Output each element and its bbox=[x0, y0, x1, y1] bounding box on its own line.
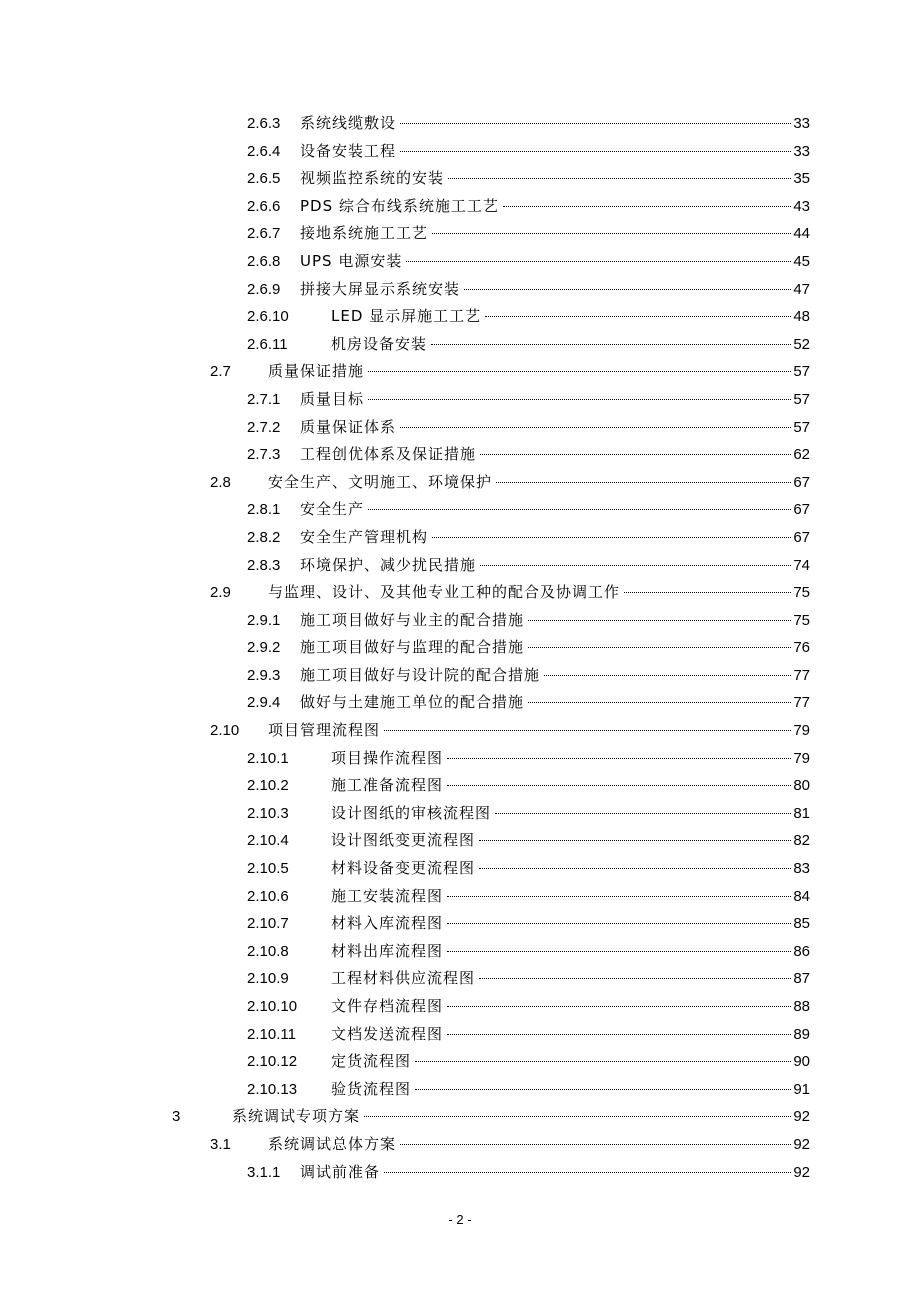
toc-entry-title: 质量保证措施 bbox=[268, 362, 365, 381]
toc-entry-number: 2.6.8 bbox=[247, 252, 281, 270]
toc-entry-page: 91 bbox=[793, 1080, 810, 1098]
toc-entry-title: 文件存档流程图 bbox=[331, 997, 444, 1015]
toc-entry-page: 92 bbox=[793, 1135, 810, 1153]
toc-entry-number: 2.9.3 bbox=[247, 666, 281, 684]
toc-entry-title: 定货流程图 bbox=[331, 1052, 412, 1071]
toc-entry-title: 验货流程图 bbox=[331, 1079, 412, 1098]
toc-leader-dots bbox=[364, 1116, 791, 1117]
toc-entry[interactable] bbox=[0, 1076, 920, 1104]
toc-entry-number: 2.10.7 bbox=[247, 915, 289, 933]
toc-leader-dots bbox=[480, 565, 791, 566]
toc-entry-title: 工程创优体系及保证措施 bbox=[300, 445, 477, 464]
toc-entry-page: 85 bbox=[793, 915, 810, 933]
toc-entry-number: 2.10.10 bbox=[247, 998, 298, 1015]
toc-entry[interactable] bbox=[0, 579, 920, 607]
toc-entry-number: 2.10.11 bbox=[247, 1025, 296, 1043]
toc-entry-number: 2.10.8 bbox=[247, 942, 289, 960]
toc-leader-dots bbox=[495, 813, 791, 814]
toc-entry-page: 75 bbox=[793, 611, 810, 629]
toc-entry[interactable] bbox=[0, 772, 920, 800]
toc-leader-dots bbox=[447, 951, 791, 952]
toc-leader-dots bbox=[368, 509, 791, 510]
toc-entry-title: 施工安装流程图 bbox=[331, 886, 444, 905]
toc-leader-dots bbox=[432, 233, 791, 234]
toc-entry-page: 62 bbox=[793, 446, 810, 464]
toc-entry-title: 与监理、设计、及其他专业工种的配合及协调工作 bbox=[268, 583, 621, 602]
toc-entry-title: 项目管理流程图 bbox=[268, 721, 381, 740]
toc-leader-dots bbox=[415, 1089, 791, 1090]
toc-entry-number: 2.7.1 bbox=[247, 390, 281, 408]
toc-entry-page: 57 bbox=[793, 363, 810, 381]
toc-leader-dots bbox=[432, 537, 791, 538]
toc-entry-title: 设计图纸变更流程图 bbox=[331, 831, 476, 850]
toc-entry[interactable] bbox=[0, 248, 920, 276]
toc-leader-dots bbox=[384, 1172, 791, 1173]
toc-entry[interactable] bbox=[0, 496, 920, 524]
toc-entry[interactable] bbox=[0, 552, 920, 580]
toc-entry-number: 2.10.13 bbox=[247, 1080, 298, 1098]
toc-entry-page: 33 bbox=[793, 142, 810, 160]
toc-leader-dots bbox=[447, 896, 791, 897]
toc-entry-page: 75 bbox=[793, 584, 810, 602]
toc-entry[interactable] bbox=[0, 910, 920, 938]
toc-entry-title: 接地系统施工工艺 bbox=[300, 224, 429, 243]
toc-entry-number: 2.6.9 bbox=[247, 280, 281, 298]
toc-entry-page: 82 bbox=[793, 832, 810, 850]
toc-leader-dots bbox=[447, 785, 791, 786]
toc-entry-number: 2.10.12 bbox=[247, 1053, 298, 1071]
toc-leader-dots bbox=[431, 344, 791, 345]
toc-entry[interactable] bbox=[0, 993, 920, 1021]
toc-entry-number: 2.6.4 bbox=[247, 142, 281, 160]
toc-entry-page: 67 bbox=[793, 473, 810, 491]
toc-entry-page: 92 bbox=[793, 1163, 810, 1181]
toc-entry-title: PDS 综合布线系统施工工艺 bbox=[300, 196, 499, 215]
toc-leader-dots bbox=[447, 1034, 791, 1035]
toc-entry[interactable] bbox=[0, 634, 920, 662]
toc-entry-page: 57 bbox=[793, 418, 810, 436]
toc-leader-dots bbox=[447, 923, 791, 924]
toc-entry-title: 系统线缆敷设 bbox=[300, 114, 397, 132]
toc-entry-number: 2.10.4 bbox=[247, 832, 289, 850]
toc-entry-title: 质量目标 bbox=[300, 389, 365, 408]
toc-entry-page: 33 bbox=[793, 115, 810, 132]
toc-entry-page: 87 bbox=[793, 970, 810, 988]
toc-entry-page: 81 bbox=[793, 804, 810, 822]
toc-entry-number: 3.1 bbox=[210, 1135, 231, 1153]
toc-entry[interactable] bbox=[0, 607, 920, 635]
toc-entry-page: 79 bbox=[793, 749, 810, 767]
toc-leader-dots bbox=[479, 868, 791, 869]
page-number: - 2 - bbox=[448, 1212, 472, 1227]
toc-entry-page: 45 bbox=[793, 252, 810, 270]
toc-entry-page: 52 bbox=[793, 335, 810, 353]
toc-entry-number: 2.6.6 bbox=[247, 197, 281, 215]
toc-entry-title: 材料入库流程图 bbox=[331, 914, 444, 933]
toc-entry[interactable] bbox=[0, 717, 920, 745]
toc-entry-title: 做好与土建施工单位的配合措施 bbox=[300, 693, 525, 712]
toc-entry-number: 3.1.1 bbox=[247, 1163, 281, 1181]
toc-leader-dots bbox=[384, 730, 791, 731]
toc-entry-page: 43 bbox=[793, 197, 810, 215]
toc-entry[interactable] bbox=[0, 1131, 920, 1159]
toc-entry-title: 安全生产 bbox=[300, 500, 365, 519]
toc-entry-title: 材料设备变更流程图 bbox=[331, 859, 476, 878]
toc-leader-dots bbox=[496, 482, 791, 483]
toc-leader-dots bbox=[447, 758, 791, 759]
toc-entry[interactable] bbox=[0, 220, 920, 248]
toc-leader-dots bbox=[368, 371, 791, 372]
toc-entry-page: 88 bbox=[793, 998, 810, 1015]
toc-entry-page: 84 bbox=[793, 887, 810, 905]
toc-leader-dots bbox=[406, 261, 791, 262]
toc-leader-dots bbox=[400, 427, 791, 428]
toc-entry-title: 系统调试专项方案 bbox=[232, 1107, 361, 1126]
toc-entry[interactable] bbox=[0, 662, 920, 690]
toc-leader-dots bbox=[415, 1061, 791, 1062]
toc-entry-title: LED 显示屏施工工艺 bbox=[331, 307, 482, 326]
toc-entry-number: 2.6.7 bbox=[247, 225, 281, 243]
toc-entry[interactable] bbox=[0, 1159, 920, 1187]
toc-leader-dots bbox=[485, 316, 791, 317]
toc-entry-title: 视频监控系统的安装 bbox=[300, 169, 445, 188]
toc-entry-page: 86 bbox=[793, 942, 810, 960]
toc-entry-number: 2.8 bbox=[210, 473, 231, 491]
toc-entry-page: 83 bbox=[793, 860, 810, 878]
toc-entry-page: 80 bbox=[793, 777, 810, 795]
toc-entry[interactable] bbox=[0, 110, 920, 138]
toc-leader-dots bbox=[400, 151, 791, 152]
toc-entry-page: 79 bbox=[793, 722, 810, 740]
toc-entry-title: 设备安装工程 bbox=[300, 141, 397, 160]
toc-entry-number: 2.10.3 bbox=[247, 804, 289, 822]
toc-entry-title: 施工准备流程图 bbox=[331, 776, 444, 795]
toc-entry-page: 44 bbox=[793, 225, 810, 243]
toc-entry-number: 2.9.2 bbox=[247, 639, 281, 657]
toc-entry[interactable] bbox=[0, 800, 920, 828]
toc-entry-title: 项目操作流程图 bbox=[331, 748, 444, 767]
toc-entry-page: 74 bbox=[793, 556, 810, 574]
toc-entry-title: 安全生产、文明施工、环境保护 bbox=[268, 472, 493, 491]
toc-entry-title: 拼接大屏显示系统安装 bbox=[300, 279, 461, 298]
toc-entry-page: 67 bbox=[793, 528, 810, 546]
toc-entry-page: 48 bbox=[793, 308, 810, 326]
toc-entry[interactable] bbox=[0, 883, 920, 911]
toc-entry-page: 77 bbox=[793, 666, 810, 684]
toc-entry[interactable] bbox=[0, 1048, 920, 1076]
toc-entry-title: 质量保证体系 bbox=[300, 417, 397, 436]
toc-leader-dots bbox=[464, 289, 791, 290]
toc-entry[interactable] bbox=[0, 193, 920, 221]
toc-entry[interactable] bbox=[0, 469, 920, 497]
toc-leader-dots bbox=[448, 178, 791, 179]
toc-entry[interactable] bbox=[0, 827, 920, 855]
toc-entry-number: 2.8.1 bbox=[247, 501, 281, 519]
toc-entry-number: 2.10.1 bbox=[247, 749, 289, 767]
toc-leader-dots bbox=[400, 123, 791, 124]
toc-leader-dots bbox=[479, 840, 791, 841]
toc-entry-page: 47 bbox=[793, 280, 810, 298]
toc-leader-dots bbox=[528, 620, 791, 621]
toc-entry-number: 2.7.3 bbox=[247, 446, 281, 464]
toc-entry-page: 89 bbox=[793, 1025, 810, 1043]
toc-leader-dots bbox=[480, 454, 791, 455]
toc-entry-page: 76 bbox=[793, 639, 810, 657]
page-footer bbox=[0, 1212, 920, 1227]
toc-entry-title: UPS 电源安装 bbox=[300, 251, 403, 270]
toc-entry-title: 工程材料供应流程图 bbox=[331, 969, 476, 988]
toc-entry-title: 机房设备安装 bbox=[331, 334, 428, 353]
toc-entry-title: 系统调试总体方案 bbox=[268, 1134, 397, 1153]
toc-entry-title: 施工项目做好与业主的配合措施 bbox=[300, 610, 525, 629]
toc-entry[interactable] bbox=[0, 386, 920, 414]
toc-entry[interactable] bbox=[0, 414, 920, 442]
toc-entry-page: 77 bbox=[793, 694, 810, 712]
toc-entry-number: 2.10.9 bbox=[247, 970, 289, 988]
toc-entry[interactable] bbox=[0, 745, 920, 773]
toc-entry-number: 2.10 bbox=[210, 722, 240, 740]
toc-entry[interactable] bbox=[0, 441, 920, 469]
toc-entry[interactable] bbox=[0, 524, 920, 552]
toc-entry[interactable] bbox=[0, 1021, 920, 1049]
toc-entry[interactable] bbox=[0, 165, 920, 193]
toc-entry-number: 2.6.3 bbox=[247, 115, 281, 132]
toc-entry-number: 2.8.2 bbox=[247, 528, 281, 546]
toc-entry-title: 环境保护、减少扰民措施 bbox=[300, 555, 477, 574]
toc-entry-number: 2.9.1 bbox=[247, 611, 281, 629]
toc-entry-number: 2.9.4 bbox=[247, 694, 281, 712]
toc-entry-title: 调试前准备 bbox=[300, 1162, 381, 1181]
toc-entry-title: 施工项目做好与监理的配合措施 bbox=[300, 638, 525, 657]
toc-entry[interactable] bbox=[0, 303, 920, 331]
toc-entry-number: 2.10.2 bbox=[247, 777, 289, 795]
toc-entry-number: 2.6.10 bbox=[247, 308, 289, 326]
toc-leader-dots bbox=[624, 592, 791, 593]
toc-leader-dots bbox=[528, 702, 791, 703]
toc-entry[interactable] bbox=[0, 138, 920, 166]
toc-entry-title: 材料出库流程图 bbox=[331, 941, 444, 960]
toc-entry-page: 57 bbox=[793, 390, 810, 408]
toc-leader-dots bbox=[503, 206, 791, 207]
toc-entry-number: 2.7 bbox=[210, 363, 231, 381]
toc-entry[interactable] bbox=[0, 965, 920, 993]
toc-entry-number: 2.9 bbox=[210, 584, 231, 602]
toc-entry[interactable] bbox=[0, 855, 920, 883]
toc-entry-page: 90 bbox=[793, 1053, 810, 1071]
toc-entry-page: 67 bbox=[793, 501, 810, 519]
toc-entry-number: 3 bbox=[172, 1108, 181, 1126]
toc-entry[interactable] bbox=[0, 276, 920, 304]
toc-entry-title: 设计图纸的审核流程图 bbox=[331, 803, 492, 822]
toc-leader-dots bbox=[447, 1006, 791, 1007]
toc-leader-dots bbox=[544, 675, 791, 676]
table-of-contents bbox=[0, 110, 920, 1186]
toc-entry-number: 2.8.3 bbox=[247, 556, 281, 574]
toc-leader-dots bbox=[528, 647, 791, 648]
toc-entry-number: 2.10.5 bbox=[247, 860, 289, 878]
toc-entry-title: 安全生产管理机构 bbox=[300, 527, 429, 546]
toc-entry-number: 2.6.11 bbox=[247, 335, 288, 353]
toc-entry-title: 文档发送流程图 bbox=[331, 1024, 444, 1043]
toc-entry[interactable] bbox=[0, 689, 920, 717]
toc-entry-number: 2.6.5 bbox=[247, 170, 281, 188]
toc-entry-title: 施工项目做好与设计院的配合措施 bbox=[300, 665, 541, 684]
toc-leader-dots bbox=[400, 1144, 791, 1145]
toc-entry-number: 2.10.6 bbox=[247, 887, 289, 905]
toc-entry[interactable] bbox=[0, 358, 920, 386]
toc-leader-dots bbox=[479, 978, 791, 979]
toc-entry[interactable] bbox=[0, 331, 920, 359]
toc-entry-page: 92 bbox=[793, 1108, 810, 1126]
toc-entry-page: 35 bbox=[793, 170, 810, 188]
toc-entry-number: 2.7.2 bbox=[247, 418, 281, 436]
toc-entry[interactable] bbox=[0, 938, 920, 966]
toc-leader-dots bbox=[368, 399, 791, 400]
toc-entry[interactable] bbox=[0, 1103, 920, 1131]
